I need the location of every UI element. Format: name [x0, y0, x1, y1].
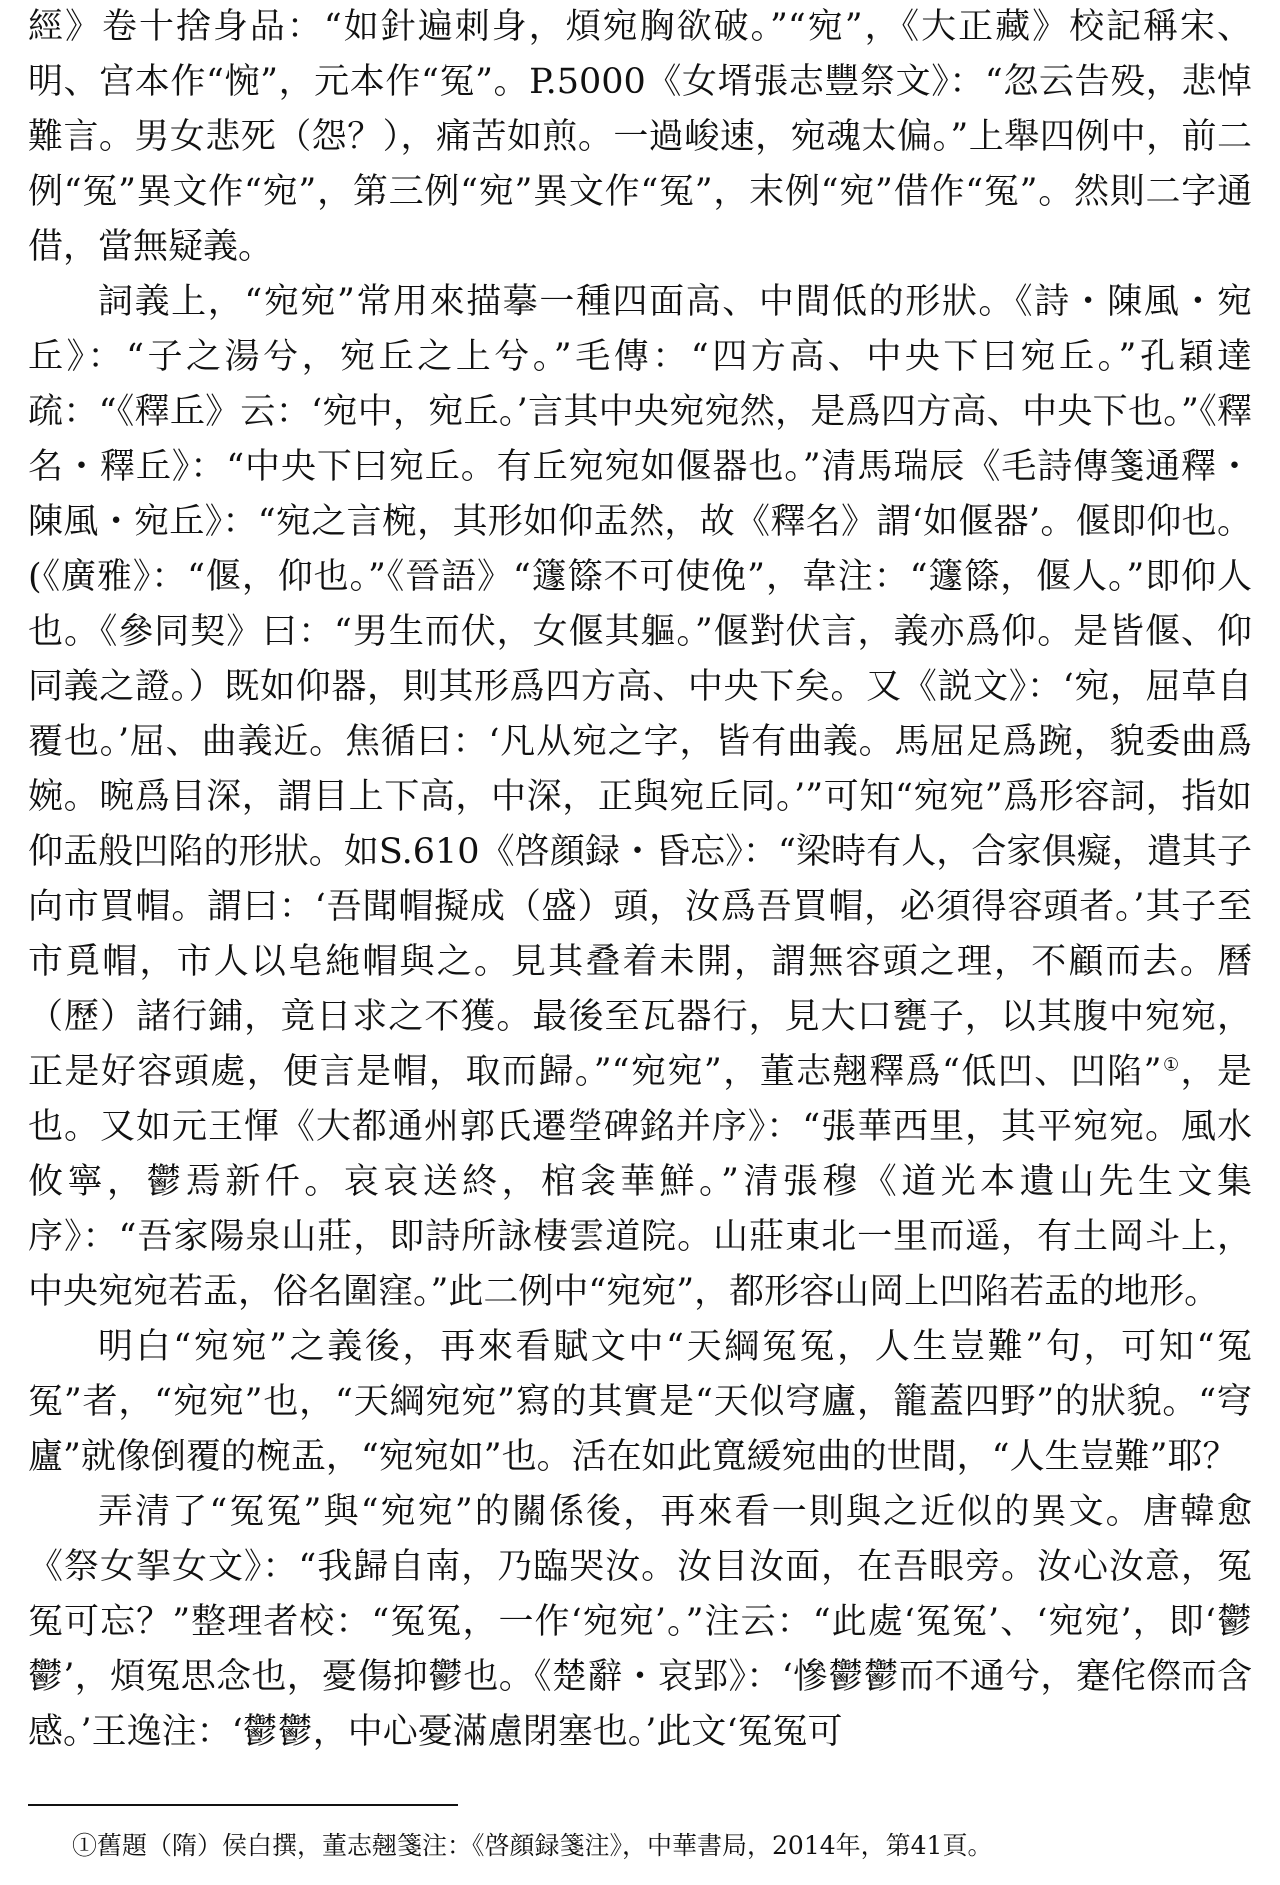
- page-body: [28, 0, 1252, 1760]
- paragraph-4: [28, 1485, 1252, 1760]
- paragraph-2-text-cont: ，是也。又如元王惲《大都通州郭氏遷塋碑銘并序》：“張華西里，其平宛宛。風水攸寧，鬱焉新仟。哀哀送終，棺衾華鮮。”清張穆《道光本遺山先生文集序》：“吾家陽泉山莊，即詩所詠棲雲道院。山莊東北一里而遥，有土岡斗上，中央宛宛若盂，俗名圍窪。”此二例中“宛宛”，都形容山岡上凹陷若盂的地形。: [28, 1052, 1252, 1312]
- footnote-reference[interactable]: ①: [1161, 1054, 1181, 1076]
- paragraph-2: [28, 275, 1252, 1320]
- footnote: ①舊題（隋）侯白撰，董志翹箋注：《啓顔録箋注》，中華書局，2014年，第41頁。: [72, 1831, 993, 1860]
- paragraph-1-text: 經》卷十捨身品：“如針遍刺身，煩宛胸欲破。”“宛”，《大正藏》校記稱宋、明、宫本作“惋”，元本作“冤”。P.5000《女壻張志豐祭文》：“忽云告殁，悲悼難言。男女悲死（怨？），痛苦如煎。一過峻速，宛魂太偏。”上舉四例中，前二例“冤”異文作“宛”，第三例“宛”異文作“冤”，末例“宛”借作“冤”。然則二字通借，當無疑義。: [28, 7, 1252, 267]
- paragraph-3: [28, 1320, 1252, 1485]
- paragraph-1: [28, 0, 1252, 275]
- paragraph-3-text: 明白“宛宛”之義後，再來看賦文中“天綱冤冤，人生豈難”句，可知“冤冤”者，“宛宛”也，“天綱宛宛”寫的其實是“天似穹廬，籠蓋四野”的狀貌。“穹廬”就像倒覆的椀盂，“宛宛如”也。活在如此寬緩宛曲的世間，“人生豈難”耶？: [28, 1327, 1252, 1477]
- paragraph-2-text: 詞義上，“宛宛”常用來描摹一種四面高、中間低的形狀。《詩・陳風・宛丘》：“子之湯兮，宛丘之上兮。”毛傳：“四方高、中央下曰宛丘。”孔穎達疏：“《釋丘》云：‘宛中，宛丘。’言其中央宛宛然，是爲四方高、中央下也。”《釋名・釋丘》：“中央下曰宛丘。有丘宛宛如偃器也。”清馬瑞辰《毛詩傳箋通釋・陳風・宛丘》：“宛之言椀，其形如仰盂然，故《釋名》謂‘如偃器’。偃即仰也。(《廣雅》：“偃，仰也。”《晉語》“籧篨不可使俛”，韋注：“籧篨，偃人。”即仰人也。《參同契》曰：“男生而伏，女偃其軀。”偃對伏言，義亦爲仰。是皆偃、仰同義之證。）既如仰器，則其形爲四方高、中央下矣。又《説文》：‘宛，屈草自覆也。’屈、曲義近。焦循曰：‘凡从宛之字，皆有曲義。馬屈足爲踠，貌委曲爲婉。晼爲目深，謂目上下高，中深，正與宛丘同。’”可知“宛宛”爲形容詞，指如仰盂般凹陷的形狀。如S.610《啓顔録・昏忘》：“梁時有人，合家俱癡，遣其子向市買帽。謂曰：‘吾聞帽擬成（盛）頭，汝爲吾買帽，必須得容頭者。’其子至市覓帽，市人以皂絁帽與之。見其叠着未開，謂無容頭之理，不顧而去。曆（歷）諸行鋪，竟日求之不獲。最後至瓦器行，見大口甕子，以其腹中宛宛，正是好容頭處，便言是帽，取而歸。”“宛宛”，董志翹釋爲“低凹、凹陷”: [28, 282, 1252, 1092]
- paragraph-4-text: 弄清了“冤冤”與“宛宛”的關係後，再來看一則與之近似的異文。唐韓愈《祭女挐女文》：“我歸自南，乃臨哭汝。汝目汝面，在吾眼旁。汝心汝意，冤冤可忘？”整理者校：“冤冤，一作‘宛宛’。”注云：“此處‘冤冤’、‘宛宛’，即‘鬱鬱’，煩冤思念也，憂傷抑鬱也。《楚辭・哀郢》：‘慘鬱鬱而不通兮，蹇侘傺而含感。’王逸注：‘鬱鬱，中心憂滿慮閉塞也。’此文‘冤冤可: [28, 1492, 1252, 1752]
- footnote-divider: [28, 1804, 458, 1806]
- main-text: [28, 0, 1252, 1760]
